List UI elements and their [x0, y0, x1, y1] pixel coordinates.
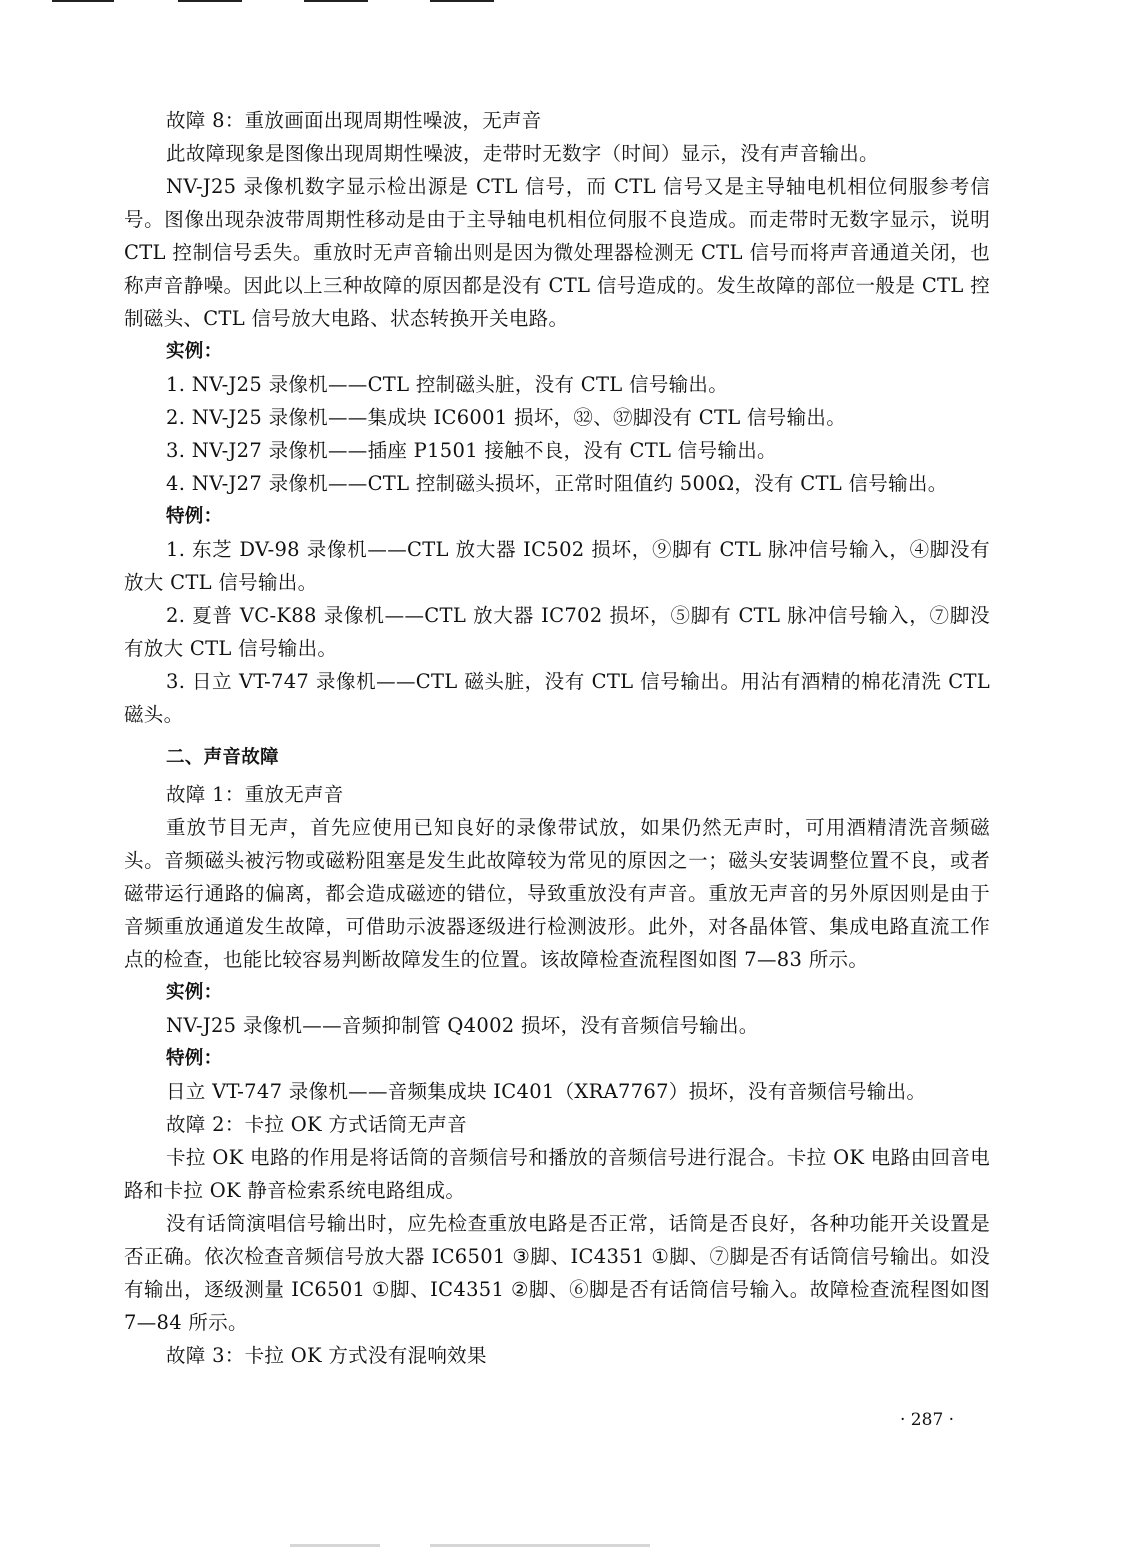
fault-heading: 故障 8：重放画面出现周期性噪波，无声音: [166, 109, 542, 132]
special-case-label: 特例：: [166, 1048, 223, 1069]
list-item: 1. NV-J25 录像机——CTL 控制磁头脏，没有 CTL 信号输出。: [166, 373, 729, 396]
example-label: 实例：: [166, 982, 223, 1003]
paragraph: 没有话筒演唱信号输出时，应先检查重放电路是否正常，话筒是否良好，各种功能开关设置是否正确。依次检查音频信号放大器 IC6501 ③脚、IC4351 ①脚、⑦脚是否有话筒信号输出。如没有输出，逐级测量 IC6501 ①脚、IC4351 ②脚、⑥脚是否有话筒信号输入。故障检查流程图如图 7—84 所示。: [124, 1212, 990, 1334]
list-item: 4. NV-J27 录像机——CTL 控制磁头损坏，正常时阻值约 500Ω，没有 CTL 信号输出。: [166, 472, 948, 495]
page-number: · 287 ·: [900, 1410, 955, 1430]
top-rule: [52, 0, 114, 2]
scan-artifact: [290, 1544, 380, 1547]
special-case-label: 特例：: [166, 506, 223, 527]
list-item: 日立 VT-747 录像机——音频集成块 IC401（XRA7767）损坏，没有音频信号输出。: [166, 1080, 927, 1103]
paragraph: 重放节目无声，首先应使用已知良好的录像带试放，如果仍然无声时，可用酒精清洗音频磁头。音频磁头被污物或磁粉阻塞是发生此故障较为常见的原因之一；磁头安装调整位置不良，或者磁带运行通路的偏离，都会造成磁迹的错位，导致重放没有声音。重放无声音的另外原因则是由于音频重放通道发生故障，可借助示波器逐级进行检测波形。此外，对各晶体管、集成电路直流工作点的检查，也能比较容易判断故障发生的位置。该故障检查流程图如图 7—83 所示。: [124, 816, 990, 971]
top-rule: [178, 0, 242, 2]
fault-heading: 故障 2：卡拉 OK 方式话筒无声音: [166, 1113, 467, 1136]
fault-heading: 故障 3：卡拉 OK 方式没有混响效果: [166, 1344, 487, 1367]
fault-heading: 故障 1：重放无声音: [166, 783, 344, 806]
example-label: 实例：: [166, 341, 223, 362]
top-rule: [304, 0, 368, 2]
scan-artifact: [430, 1544, 650, 1547]
section-heading: 二、声音故障: [166, 747, 279, 768]
page-content: [124, 104, 990, 1372]
list-item: 2. 夏普 VC-K88 录像机——CTL 放大器 IC702 损坏，⑤脚有 CTL 脉冲信号输入，⑦脚没有放大 CTL 信号输出。: [124, 604, 990, 660]
list-item: 1. 东芝 DV-98 录像机——CTL 放大器 IC502 损坏，⑨脚有 CTL 脉冲信号输入，④脚没有放大 CTL 信号输出。: [124, 538, 990, 594]
list-item: NV-J25 录像机——音频抑制管 Q4002 损坏，没有音频信号输出。: [166, 1014, 759, 1037]
top-rule: [430, 0, 494, 2]
list-item: 2. NV-J25 录像机——集成块 IC6001 损坏，㉜、㊲脚没有 CTL 信号输出。: [166, 406, 846, 429]
paragraph: 卡拉 OK 电路的作用是将话筒的音频信号和播放的音频信号进行混合。卡拉 OK 电路由回音电路和卡拉 OK 静音检索系统电路组成。: [124, 1146, 990, 1202]
list-item: 3. 日立 VT-747 录像机——CTL 磁头脏，没有 CTL 信号输出。用沾有酒精的棉花清洗 CTL 磁头。: [124, 670, 990, 726]
paragraph: NV-J25 录像机数字显示检出源是 CTL 信号，而 CTL 信号又是主导轴电机相位伺服参考信号。图像出现杂波带周期性移动是由于主导轴电机相位伺服不良造成。而走带时无数字显示，说明 CTL 控制信号丢失。重放时无声音输出则是因为微处理器检测无 CTL 信号而将声音通道关闭，也称声音静噪。因此以上三种故障的原因都是没有 CTL 信号造成的。发生故障的部位一般是 CTL 控制磁头、CTL 信号放大电路、状态转换开关电路。: [124, 175, 990, 330]
list-item: 3. NV-J27 录像机——插座 P1501 接触不良，没有 CTL 信号输出。: [166, 439, 777, 462]
paragraph: 此故障现象是图像出现周期性噪波，走带时无数字（时间）显示，没有声音输出。: [166, 142, 879, 165]
